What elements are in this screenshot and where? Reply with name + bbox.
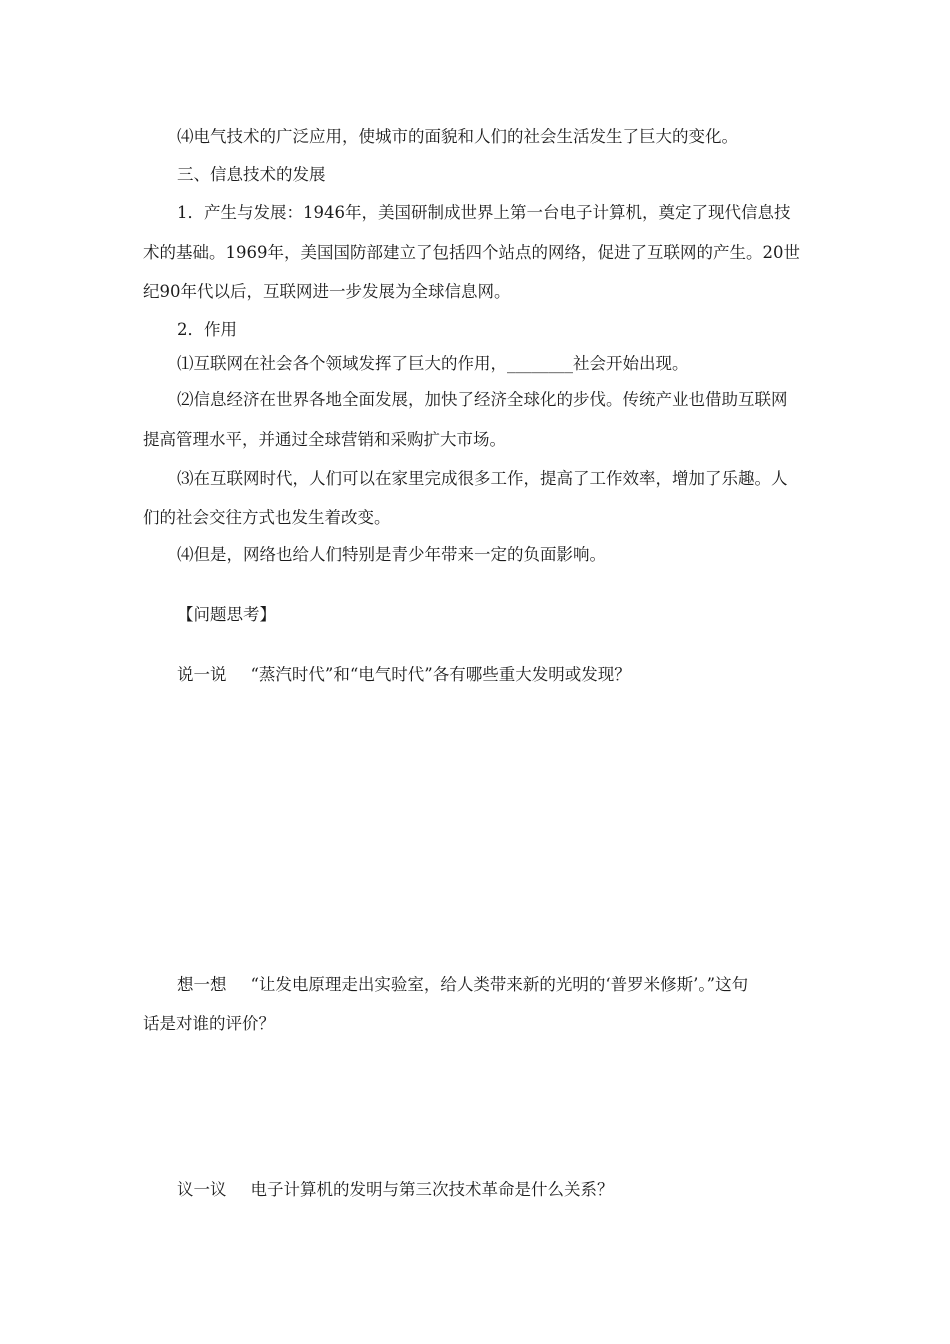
- info-p2-title: 2．作用: [177, 320, 237, 339]
- question-2-text-line1: “让发电原理走出实验室，给人类带来新的光明的‘普罗米修斯’。”这句: [250, 975, 749, 994]
- question-2-line1: [177, 974, 748, 996]
- info-item-1-after: 社会开始出现。: [573, 354, 689, 373]
- info-item-1: [177, 353, 689, 375]
- info-section-heading: 三、信息技术的发展: [177, 165, 326, 184]
- questions-heading: 【问题思考】: [177, 605, 276, 624]
- fill-in-blank[interactable]: ________: [507, 354, 573, 373]
- info-item-1-before: ⑴互联网在社会各个领域发挥了巨大的作用，: [177, 354, 507, 373]
- info-p1-line2: 术的基础。1969年，美国国防部建立了包括四个站点的网络，促进了互联网的产生。20世: [143, 243, 800, 262]
- electric-item-4: ⑷电气技术的广泛应用，使城市的面貌和人们的社会生活发生了巨大的变化。: [177, 127, 738, 146]
- info-item-2-line1: ⑵信息经济在世界各地全面发展，加快了经济全球化的步伐。传统产业也借助互联网: [177, 390, 788, 409]
- question-2-line2: 话是对谁的评价？: [143, 1014, 275, 1033]
- info-p1-line3: 纪90年代以后，互联网进一步发展为全球信息网。: [143, 282, 511, 301]
- question-3-text: 电子计算机的发明与第三次技术革命是什么关系？: [250, 1180, 614, 1199]
- question-3-label: 议一议: [177, 1180, 227, 1199]
- question-1: [177, 664, 631, 686]
- info-item-3-line2: 们的社会交往方式也发生着改变。: [143, 508, 391, 527]
- question-3: [177, 1179, 614, 1201]
- info-item-3-line1: ⑶在互联网时代，人们可以在家里完成很多工作，提高了工作效率，增加了乐趣。人: [177, 469, 788, 488]
- question-2-label: 想一想: [177, 975, 227, 994]
- question-1-label: 说一说: [177, 665, 227, 684]
- info-item-4: ⑷但是，网络也给人们特别是青少年带来一定的负面影响。: [177, 545, 606, 564]
- info-p1-line1: 1．产生与发展：1946年，美国研制成世界上第一台电子计算机，奠定了现代信息技: [177, 203, 791, 222]
- question-1-text: “蒸汽时代”和“电气时代”各有哪些重大发明或发现？: [250, 665, 631, 684]
- info-item-2-line2: 提高管理水平，并通过全球营销和采购扩大市场。: [143, 430, 506, 449]
